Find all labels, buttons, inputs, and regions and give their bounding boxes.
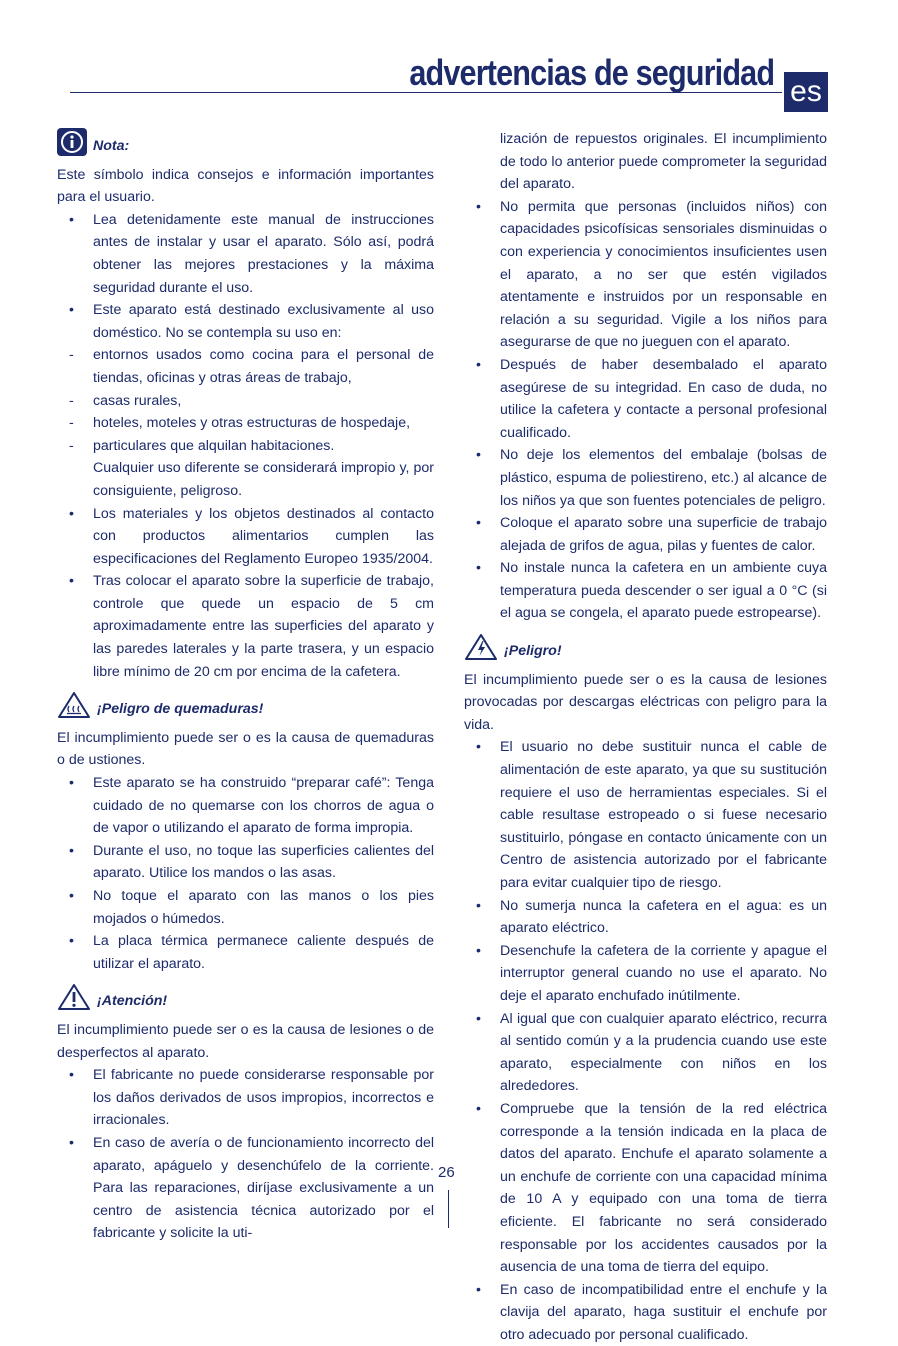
note-text: Este símbolo indica consejos e información importantes para el usuario. [57, 166, 434, 206]
list-item: • Después de haber desembalado el aparato asegúrese de su integridad. En caso de duda, no utilice la cafetera y contacte a personal profesional cualificado. [476, 356, 827, 441]
language-badge: es [784, 72, 828, 112]
info-icon [57, 128, 87, 164]
electric-shock-warning-icon [464, 633, 498, 669]
list-item: • No permita que personas (incluidos niños) con capacidades psicofísicas sensoriales disminuidas o con experiencia y conocimientos insuficientes usen el aparato, a no ser que estén vigilados atentamente e instruidos por un responsable en relación a su seguridad. Vigile a los niños para asegurarse de que no jueguen con el aparato. [476, 198, 827, 351]
attention-text: El incumplimiento puede ser o es la causa de lesiones o de desperfectos al aparato. [57, 1021, 434, 1061]
burn-heading: ¡Peligro de quemaduras! [57, 691, 434, 727]
list-item: • Durante el uso, no toque las superficies calientes del aparato. Utilice los mandos o las asas. [69, 842, 434, 882]
list-item: - hoteles, moteles y otras estructuras de hospedaje, [69, 415, 411, 432]
list-item: • Este aparato está destinado exclusivamente al uso doméstico. No se contempla su uso en: [69, 302, 434, 341]
list-3 [57, 1064, 434, 1245]
page-title: advertencias de seguridad [409, 52, 774, 93]
danger-text: El incumplimiento puede ser o es la causa de lesiones provocadas por descargas eléctricas con peligro para la vida. [464, 671, 827, 733]
page-number: 26 [438, 1164, 455, 1181]
list-item: • El usuario no debe sustituir nunca el cable de alimentación de este aparato, ya que su sustitución requiere el uso de herramientas especiales. Si el cable resultase estropeado o si fuese necesario sustituirlo, póngase en contacto únicamente con un Centro de asistencia autorizado por el fabricante para evitar cualquier tipo de riesgo. [476, 739, 827, 891]
list-item: • Este aparato se ha construido “preparar café”: Tenga cuidado de no quemarse con los chorros de agua o de vapor o utilizando el aparato de forma impropia. [69, 775, 434, 837]
exclamation-warning-icon [57, 983, 91, 1019]
list-item: • La placa térmica permanece caliente después de utilizar el aparato. [69, 933, 434, 972]
list-4 [464, 196, 827, 625]
attention-heading: ¡Atención! [57, 983, 434, 1019]
list-item: • Los materiales y los objetos destinados al contacto con productos alimentarios cumplen las especificaciones del Reglamento Europeo 1935/2004. [69, 505, 434, 567]
list-item: • No toque el aparato con las manos o los pies mojados o húmedos. [69, 888, 434, 927]
burn-text: El incumplimiento puede ser o es la causa de quemaduras o de ustiones. [57, 729, 434, 769]
list-item: • Compruebe que la tensión de la red eléctrica corresponde a la tensión indicada en la placa de datos del aparato. Enchufe el aparato solamente a un enchufe de corriente con una capacidad mínima de 10 A y equipado con una toma de tierra eficiente. El fabricante no será considerado responsable por los accidentes causados por la ausencia de una toma de tierra del equipo. [476, 1100, 827, 1276]
list-1 [57, 209, 434, 683]
list-item: • Al igual que con cualquier aparato eléctrico, recurra al sentido común y a la prudencia cuando use este aparato, especialmente con niños en los alrededores. [476, 1010, 827, 1095]
list-item: Cualquier uso diferente se considerará impropio y, por consiguiente, peligroso. [93, 460, 434, 499]
list-item: • Tras colocar el aparato sobre la superficie de trabajo, controle que quede un espacio de 5 cm aproximadamente entre las superficies del aparato y las paredes laterales y la parte trasera, y un espacio libre mínimo de 20 cm por encima de la cafetera. [69, 573, 434, 680]
list-item: • No instale nunca la cafetera en un ambiente cuya temperatura pueda descender o ser igual a 0 °C (si el agua se congela, el aparato puede estropearse). [476, 560, 827, 622]
list-item: - casas rurales, [69, 392, 182, 409]
list-item: • Lea detenidamente este manual de instrucciones antes de instalar y usar el aparato. Sólo así, podrá obtener las mejores prestaciones y la máxima seguridad durante el uso. [69, 211, 434, 296]
list-2 [57, 772, 434, 975]
list-item: • En caso de avería o de funcionamiento incorrecto del aparato, apáguelo y desenchúfelo de la corriente. Para las reparaciones, diríjase exclusivamente a un centro de asistencia técnica autorizado por el fabricante y solicite la uti- [69, 1134, 434, 1242]
list-item: • Coloque el aparato sobre una superficie de trabajo alejada de grifos de agua, pilas y fuentes de calor. [476, 515, 827, 554]
list-5 [464, 736, 827, 1346]
list-item: - entornos usados como cocina para el personal de tiendas, oficinas y otras áreas de trabajo, [69, 347, 434, 386]
hot-surface-warning-icon [57, 691, 91, 727]
danger-heading: ¡Peligro! [464, 633, 827, 669]
list-item: • El fabricante no puede considerarse responsable por los daños derivados de usos impropios, incorrectos e irracionales. [69, 1067, 434, 1129]
list-item: • Desenchufe la cafetera de la corriente y apague el interruptor general cuando no use el aparato. No deje el aparato enchufado inútilmente. [476, 942, 827, 1004]
footer-rule [448, 1190, 449, 1228]
list-item: • No sumerja nunca la cafetera en el agua: es un aparato eléctrico. [476, 897, 827, 937]
note-heading: Nota: [57, 128, 434, 164]
list-item: • En caso de incompatibilidad entre el enchufe y la clavija del aparato, haga sustituir el enchufe por otro adecuado por personal cualificado. [476, 1281, 827, 1343]
left-column [57, 128, 434, 1245]
list-item: • No deje los elementos del embalaje (bolsas de plástico, espuma de poliestireno, etc.) al alcance de los niños ya que son fuentes potenciales de peligro. [476, 447, 827, 509]
list-item-continued: lización de repuestos originales. El incumplimiento de todo lo anterior puede comprometer la seguridad del aparato. [500, 131, 827, 193]
list-item: - particulares que alquilan habitaciones. [69, 437, 335, 454]
right-column [464, 128, 827, 1346]
